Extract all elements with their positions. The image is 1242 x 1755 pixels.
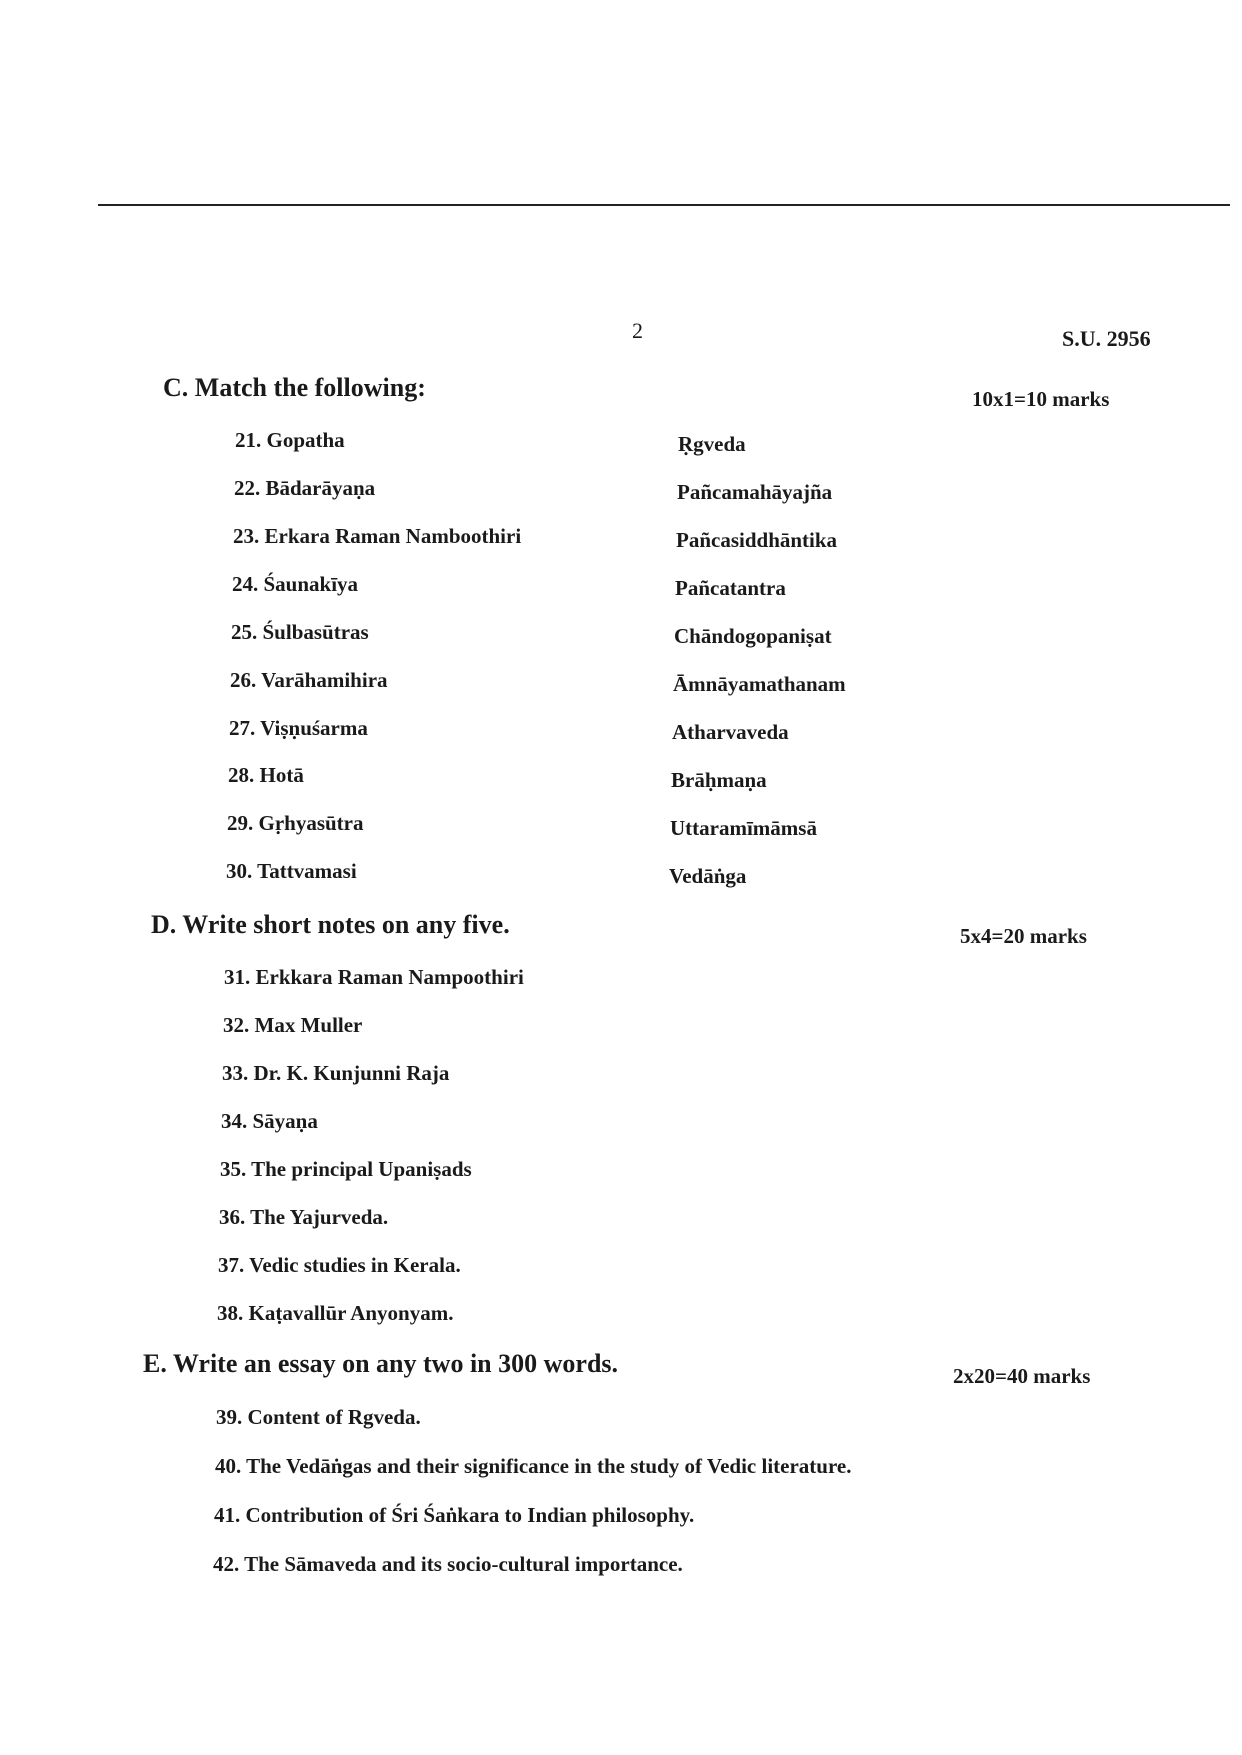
match-right-item: Pañcatantra (675, 576, 786, 600)
match-right-item: Chāndogopaniṣat (674, 624, 832, 648)
essay-item: 40. The Vedāṅgas and their significance in the study of Vedic literature. (215, 1454, 852, 1478)
match-left-item: 23. Erkara Raman Namboothiri (233, 524, 522, 548)
match-right-item: Pañcamahāyajña (677, 480, 833, 504)
page-number: 2 (632, 318, 643, 343)
essay-item: 42. The Sāmaveda and its socio-cultural importance. (213, 1552, 683, 1576)
short-note-item: 38. Kaṭavallūr Anyonyam. (217, 1301, 454, 1325)
match-left-item: 28. Hotā (228, 763, 304, 787)
section-e-marks: 2x20=40 marks (953, 1364, 1091, 1388)
short-note-item: 31. Erkkara Raman Nampoothiri (224, 965, 524, 989)
match-right-item: Ṛgveda (678, 432, 746, 456)
match-left-item: 21. Gopatha (235, 428, 345, 452)
match-left-item: 26. Varāhamihira (230, 668, 388, 692)
match-right-item: Vedāṅga (669, 864, 747, 888)
match-left-item: 29. Gṛhyasūtra (227, 811, 364, 835)
short-note-item: 35. The principal Upaniṣads (220, 1157, 472, 1181)
match-right-item: Brāḥmaṇa (671, 768, 767, 792)
short-note-item: 36. The Yajurveda. (219, 1205, 389, 1229)
match-left-item: 27. Viṣṇuśarma (229, 716, 368, 740)
section-d-title: D. Write short notes on any five. (151, 910, 510, 939)
essay-item: 39. Content of Rgveda. (216, 1405, 421, 1429)
short-note-item: 32. Max Muller (223, 1013, 363, 1037)
section-c-marks: 10x1=10 marks (972, 387, 1110, 411)
section-e-title: E. Write an essay on any two in 300 words. (143, 1349, 619, 1378)
match-right-item: Āmnāyamathanam (673, 672, 846, 696)
match-left-item: 25. Śulbasūtras (231, 620, 369, 644)
short-note-item: 34. Sāyaṇa (221, 1109, 318, 1133)
top-rule (98, 204, 1230, 206)
section-c-title: C. Match the following: (163, 373, 426, 402)
match-right-item: Uttaramīmāmsā (670, 816, 817, 840)
essay-item: 41. Contribution of Śri Śaṅkara to Indian philosophy. (214, 1503, 695, 1527)
section-d-marks: 5x4=20 marks (960, 924, 1087, 948)
short-note-item: 37. Vedic studies in Kerala. (218, 1253, 461, 1277)
match-right-item: Atharvaveda (672, 720, 789, 744)
match-left-item: 22. Bādarāyaṇa (234, 476, 376, 500)
short-note-item: 33. Dr. K. Kunjunni Raja (222, 1061, 450, 1085)
paper-code: S.U. 2956 (1062, 326, 1151, 351)
match-right-item: Pañcasiddhāntika (676, 528, 838, 552)
match-left-item: 30. Tattvamasi (226, 859, 357, 883)
match-left-item: 24. Śaunakīya (232, 572, 359, 596)
